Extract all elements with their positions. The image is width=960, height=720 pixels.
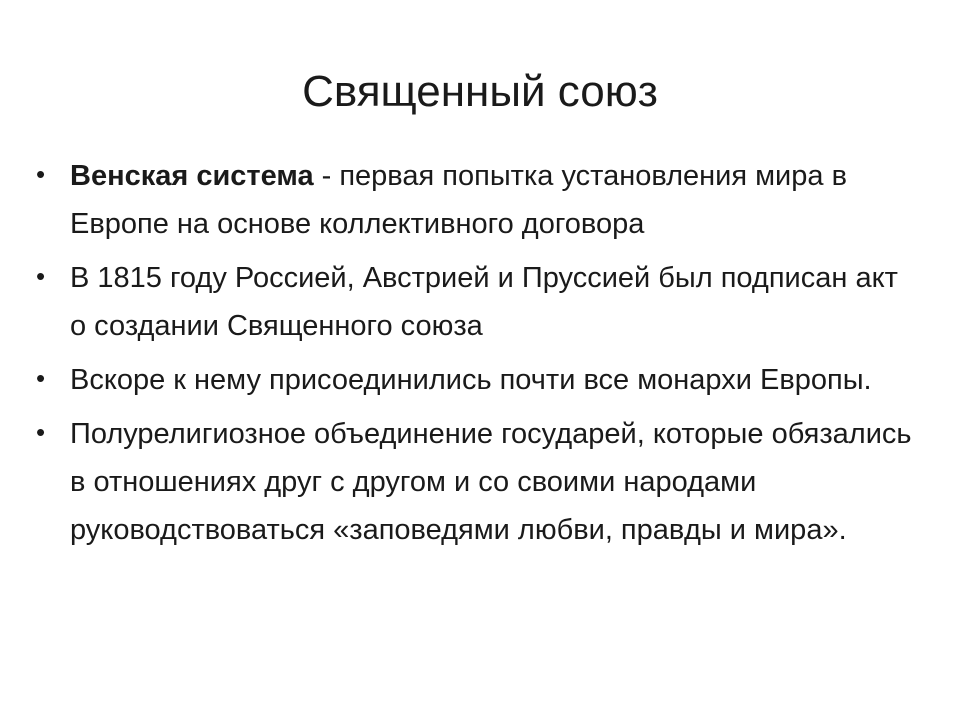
bullet-text: В 1815 году Россией, Австрией и Пруссией был подписан акт о создании Священного союза xyxy=(70,262,898,342)
bullet-point-icon: • xyxy=(36,363,46,393)
bullet-list xyxy=(30,152,920,560)
bullet-item xyxy=(30,254,920,350)
slide-title: Священный союз xyxy=(302,67,658,116)
bullet-item xyxy=(30,152,920,248)
bullet-text: - первая попытка установления мира в Европе на основе коллективного договора xyxy=(70,160,847,240)
bullet-point-icon: • xyxy=(36,159,46,189)
bullet-point-icon: • xyxy=(36,261,46,291)
bullet-text: Полурелигиозное объединение государей, которые обязались в отношениях друг с другом и со своими народами руководствоваться «заповедями любви, правды и мира». xyxy=(70,418,912,546)
bullet-term: Венская система xyxy=(70,160,314,192)
bullet-text: Вскоре к нему присоединились почти все монархи Европы. xyxy=(70,364,872,396)
bullet-item xyxy=(30,410,920,554)
bullet-point-icon: • xyxy=(36,417,46,447)
bullet-item xyxy=(30,356,920,404)
